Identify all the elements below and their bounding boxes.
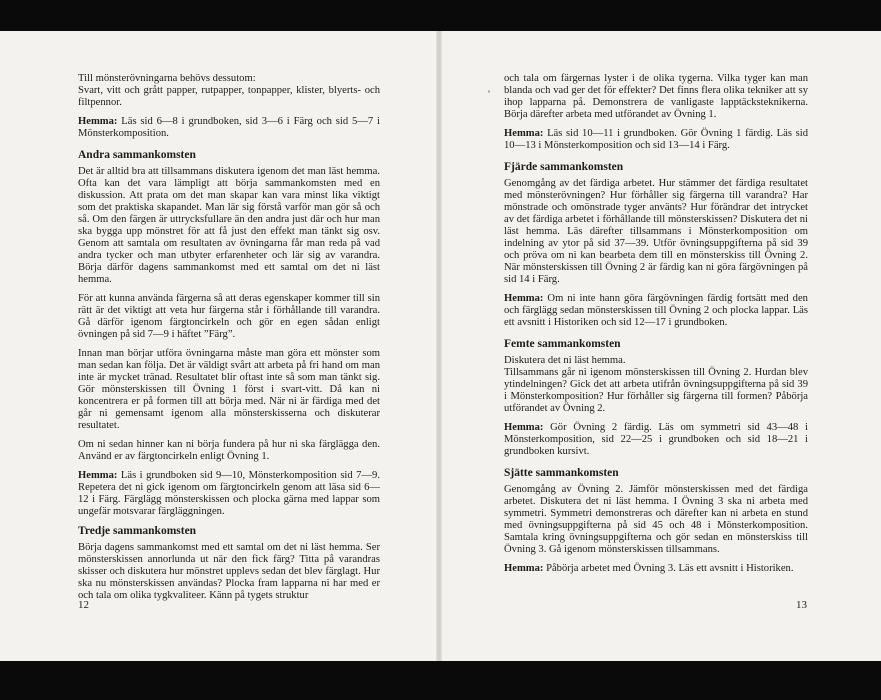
homework-text: Läs sid 6—8 i grundboken, sid 3—6 i Färg och sid 5—7 i Mönsterkomposition. <box>78 116 380 139</box>
homework-label: Hemma: <box>504 563 544 574</box>
homework-paragraph <box>504 293 808 329</box>
homework-label: Hemma: <box>504 128 544 139</box>
homework-text: Påbörja arbetet med Övning 3. Läs ett avsnitt i Historiken. <box>546 563 794 574</box>
section-heading: Fjärde sammankomsten <box>504 161 624 173</box>
homework-label: Hemma: <box>504 422 544 433</box>
body-paragraph: Innan man börjar utföra övningarna måste man göra ett mönster som man sedan kan följa. Det är väldigt svårt att arbeta på fri hand om man inte är mycket tränad. Resultatet blir oftast inte så som man tänkt sig. Gör mönsterskissen till Övning 1 först i svart-vitt. Då kan ni koncentrera er på formen till att börja med. När ni är färdiga med det går ni gemensamt igenom alla mönsterskisserna och diskuterar resultatet. <box>78 348 380 431</box>
left-text-column <box>78 73 380 609</box>
body-paragraph: För att kunna använda färgerna så att deras egenskaper kommer till sin rätt är det viktigt att veta hur färgerna står i förhållande till varandra. Gå därför igenom färgtoncirkeln och gör en egen sådan enligt övningen på sid 7—9 i häftet ”Färg”. <box>78 293 380 340</box>
homework-text: Gör Övning 2 färdig. Läs om symmetri sid 43—48 i Mönsterkomposition, sid 22—25 i grundboken och sid 18—21 i grundboken kursivt. <box>504 422 808 457</box>
body-paragraph <box>504 355 808 415</box>
homework-paragraph <box>504 563 808 575</box>
intro-line: Till mönsterövningarna behövs dessutom: <box>78 73 256 84</box>
left-page <box>0 31 436 661</box>
right-page <box>442 31 881 661</box>
homework-paragraph <box>78 116 380 140</box>
paper-speck <box>488 90 490 93</box>
right-text-column <box>504 73 808 582</box>
homework-label: Hemma: <box>78 470 118 481</box>
section-heading: Andra sammankomsten <box>78 149 196 161</box>
body-paragraph: Genomgång av det färdiga arbetet. Hur stämmer det färdiga resultatet med mönsterövningen? Hur förhåller sig färgerna till varandra? Har mönstrade och omönstrade tyger använts? Hur förändrar det intrycket av det färdiga arbetet i förhållande till mönsterskissen? Diskutera det ni läst hemma. Läs därefter tillsammans i Mönsterkomposition om indelning av ytor på sid 37—39. Utför övningsuppgifterna på sid 39 och pröva om ni kan bearbeta dem till en mönsterskiss till Övning 2. När mönsterskissen till Övning 2 är färdig kan ni göra färgövningen på sid 14 i Färg. <box>504 178 808 285</box>
intro-line: Svart, vitt och grått papper, rutpapper, tonpapper, klister, blyerts- och filtpennor. <box>78 85 380 108</box>
body-paragraph: Det är alltid bra att tillsammans diskutera igenom det man läst hemma. Ofta kan det vara lämpligt att börja sammankomsten med en diskussion. Att prata om det man skapar kan vara minst lika viktigt som det praktiska skapandet. Man lär sig förstå varför man gör så och så. Om den färgen är uttrycksfullare än den andra just där och hur man ska bygga upp mönstret för att få just den effekt man tänkt sig osv. Genom att samtala om resultaten av övningarna får man reda på vad andra tycker och man utbyter erfarenheter och lär sig av varandra. Börja därför dagens sammankomst med ett samtal om det ni läst hemma. <box>78 166 380 285</box>
homework-paragraph <box>504 422 808 458</box>
homework-paragraph <box>504 128 808 152</box>
body-line: Diskutera det ni läst hemma. <box>504 355 626 366</box>
section-heading: Sjätte sammankomsten <box>504 467 619 479</box>
intro-paragraph <box>78 73 380 109</box>
homework-text: Om ni inte hann göra färgövningen färdig fortsätt med den och färglägg sedan mönsterskissen till Övning 2 och plocka lappar. Läs ett avsnitt i Historiken och sid 12—17 i grundboken. <box>504 293 808 328</box>
page-number: 12 <box>78 599 89 611</box>
body-paragraph: och tala om färgernas lyster i de olika tygerna. Vilka tyger kan man blanda och vad ger det för effekter? Det finns flera olika tekniker att sy ihop lapparna på. Demonstrera de vanligaste lapptäcksteknikerna. Börja därefter arbeta med utförandet av Övning 1. <box>504 73 808 120</box>
body-paragraph: Om ni sedan hinner kan ni börja fundera på hur ni ska färglägga den. Använd er av färgtoncirkeln enligt Övning 1. <box>78 439 380 462</box>
section-heading: Tredje sammankomsten <box>78 525 197 537</box>
homework-paragraph <box>78 470 380 518</box>
body-paragraph: Genomgång av Övning 2. Jämför mönsterskissen med det färdiga arbetet. Diskutera det ni läst hemma. I Övning 3 ska ni arbeta med symmetri. Symmetri demonstreras och därefter kan ni arbeta en stund med övningsuppgifterna på sid 45 och 48 i Mönsterkomposition. Samtala kring övningsuppgifterna och gör sedan en mönsterskiss till Övning 3. Gå igenom mönsterskissen tillsammans. <box>504 484 808 555</box>
book-spread <box>0 31 881 661</box>
homework-text: Läs i grundboken sid 9—10, Mönsterkomposition sid 7—9. Repetera det ni gick igenom om färgtoncirkeln genom att läsa sid 6—12 i Färg. Färglägg mönsterskissen och plocka gärna med lappar som ungefär motsvarar färgläggningen. <box>78 470 380 517</box>
homework-label: Hemma: <box>504 293 544 304</box>
homework-text: Läs sid 10—11 i grundboken. Gör Övning 1 färdig. Läs sid 10—13 i Mönsterkomposition och sid 13—14 i Färg. <box>504 128 808 151</box>
homework-label: Hemma: <box>78 116 118 127</box>
body-line: Tillsammans går ni igenom mönsterskissen till Övning 2. Hurdan blev ytindelningen? Gick det att arbeta utifrån övningsuppgifterna på sid 39 i Mönsterkomposition? Hur förhåller sig färgerna till formen? Påbörja utförandet av Övning 2. <box>504 367 808 414</box>
page-number: 13 <box>796 599 807 611</box>
body-paragraph: Börja dagens sammankomst med ett samtal om det ni läst hemma. Ser mönsterskissen annorlunda ut när den fick färg? Titta på varandras skisser och diskutera hur mönstret upplevs sedan det blev färglagt. Hur ska nu mönsterskissen användas? Plocka fram lapparna ni har med er och tala om olika tygkvaliteer. Känn på tygets struktur <box>78 542 380 601</box>
section-heading: Femte sammankomsten <box>504 338 621 350</box>
